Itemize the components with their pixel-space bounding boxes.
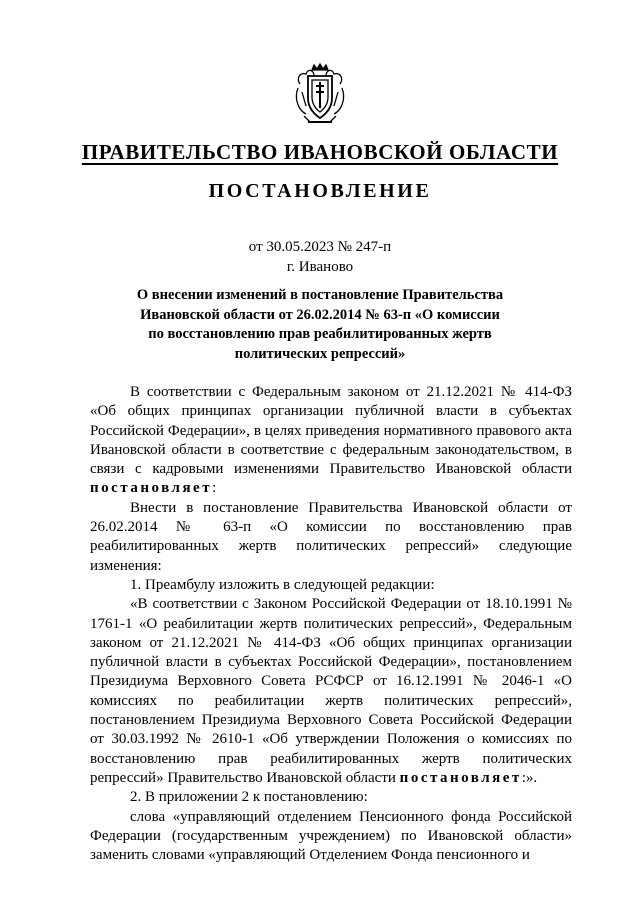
paragraph-replace: слова «управляющий отделением Пенсионного фонда Российской Федерации (государственным учреждением) по Ивановской области» заменить словами «управляющий Отделением Фонда пенсионного и — [90, 808, 572, 864]
spaced-word: постановляет — [399, 769, 522, 786]
date-number: от 30.05.2023 № 247-п — [248, 239, 392, 255]
document-meta — [0, 237, 640, 277]
spaced-word: постановляет — [90, 480, 213, 497]
document-type: ПОСТАНОВЛЕНИЕ — [208, 180, 432, 202]
city: г. Иваново — [286, 259, 354, 275]
subject-line: политических репрессий» — [234, 345, 406, 362]
paragraph-item-2: 2. В приложении 2 к постановлению: — [130, 789, 368, 806]
document-subject — [120, 286, 520, 364]
document-body — [90, 383, 572, 865]
subject-line: О внесении изменений в постановление Правительства — [136, 287, 504, 303]
subject-line: Ивановской области от 26.02.2014 № 63-п «О комиссии — [140, 306, 500, 323]
paragraph-preamble: В соответствии с Федеральным законом от 21.12.2021 № 414-ФЗ «Об общих принципах организации публичной власти в субъектах Российской Федерации», в целях приведения нормативного правового акта Ивановской области в соответствие с федеральным законодательством, в связи с кадровыми изменениями Правительство Ивановской области постановляет: — [90, 384, 572, 497]
paragraph-item-1: 1. Преамбулу изложить в следующей редакции: — [130, 576, 435, 593]
paragraph-new-preamble: «В соответствии с Законом Российской Федерации от 18.10.1991 № 1761-1 «О реабилитации жертв политических репрессий», Федеральным законом от 21.12.2021 № 414-ФЗ «Об общих принципах организации публичной власти в субъектах Российской Федерации», постановлением Президиума Верховного Совета РСФСР от 16.12.1991 № 2046-1 «О комиссиях по реабилитации жертв политических репрессий», постановлением Президиума Верховного Совета Российской Федерации от 30.03.1992 № 2610-1 «Об утверждении Положения о комиссиях по восстановлению прав реабилитированных жертв политических репрессий» Правительство Ивановской области постановляет:». — [90, 596, 572, 786]
paragraph-amend: Внести в постановление Правительства Ивановской области от 26.02.2014 № 63-п «О комиссии по восстановлению прав реабилитированных жертв политических репрессий» следующие изменения: — [90, 499, 572, 574]
subject-line: по восстановлению прав реабилитированных жертв — [148, 326, 492, 342]
government-name: ПРАВИТЕЛЬСТВО ИВАНОВСКОЙ ОБЛАСТИ — [81, 140, 559, 164]
coat-of-arms-icon — [294, 62, 346, 126]
